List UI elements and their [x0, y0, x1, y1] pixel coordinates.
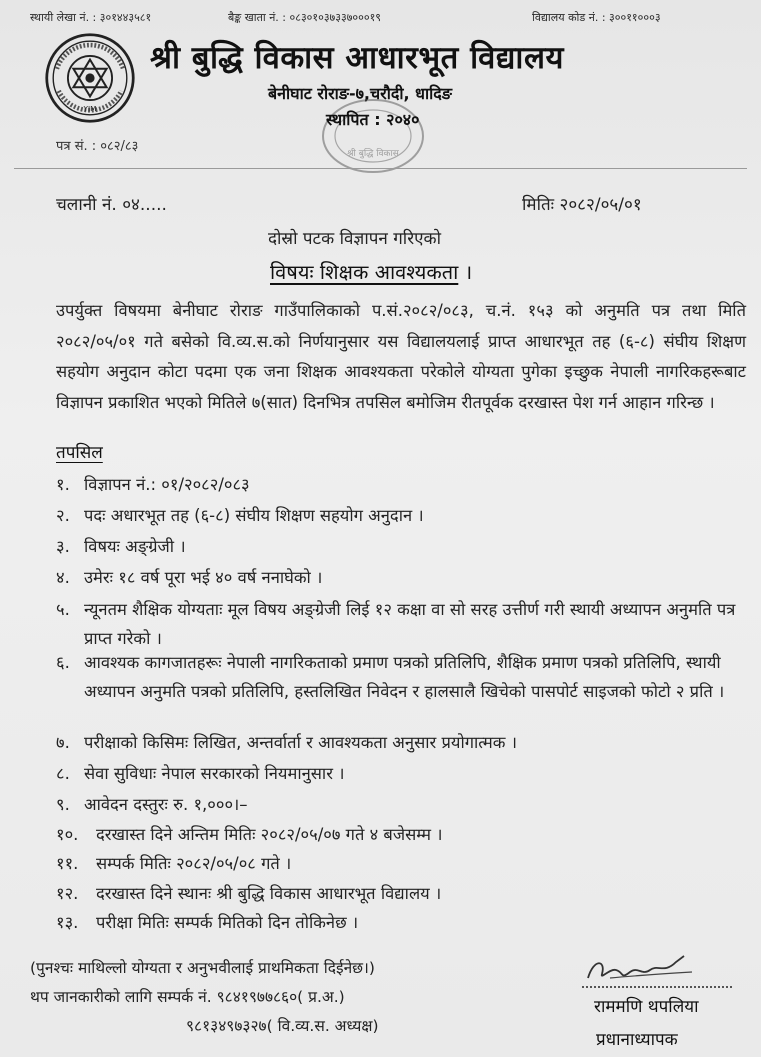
item-text: दरखास्त दिने स्थानः श्री बुद्धि विकास आधारभूत विद्यालय ।	[96, 884, 442, 903]
item-text: सेवा सुविधाः नेपाल सरकारको नियमानुसार ।	[84, 764, 345, 783]
list-item	[56, 759, 746, 788]
bank-account-number: बैङ्क खाता नं. : ०८३०१०३७३३७०००१९	[228, 11, 382, 24]
list-item	[56, 728, 746, 757]
letter-date: मितिः २०८२/०५/०१	[522, 195, 642, 215]
contact-info-secondary: ९८१३४९७३२७( वि.व्य.स. अध्यक्ष)	[186, 1017, 379, 1035]
school-logo-icon	[44, 32, 136, 124]
signature-icon	[580, 948, 700, 988]
item-text: न्यूनतम शैक्षिक योग्यताः मूल विषय अङ्ग्रेजी लिई १२ कक्षा वा सो सरह उत्तीर्ण गरी स्थायी अध्यापन अनुमति पत्र प्राप्त गरेको ।	[84, 600, 736, 648]
item-number: १२.	[56, 884, 79, 903]
list-item	[56, 908, 746, 937]
list-item	[56, 849, 746, 878]
letter-number: पत्र सं. : ०८२/८३	[56, 139, 139, 154]
subject-label: विषयः शिक्षक आवश्यकता	[270, 260, 459, 284]
item-number: ४.	[56, 568, 70, 587]
contact-info: थप जानकारीको लागि सम्पर्क नं. ९८४१९७७८६०( प्र.अ.)	[30, 988, 345, 1006]
item-number: १३.	[56, 913, 79, 932]
school-address: बेनीघाट रोराङ-७,चरौदी, धादिङ	[268, 84, 452, 103]
signature-line	[582, 986, 732, 988]
item-number: ९.	[56, 795, 70, 814]
item-number: ६.	[56, 653, 70, 672]
item-text: विषयः अङ्ग्रेजी ।	[84, 537, 186, 556]
logo-text: YIM	[83, 104, 97, 114]
list-item	[56, 501, 746, 530]
established-year: स्थापित : २०४०	[326, 110, 420, 129]
signatory-title: प्रधानाध्यापक	[596, 1030, 678, 1050]
pan-number: स्थायी लेखा नं. : ३०१४४३५८१	[30, 11, 152, 24]
item-number: ७.	[56, 733, 70, 752]
item-number: १०.	[56, 825, 79, 844]
item-text: आवेदन दस्तुरः रु. १,०००।–	[84, 795, 248, 814]
list-item	[56, 820, 746, 849]
item-number: १.	[56, 475, 70, 494]
details-heading: तपसिल	[56, 443, 103, 463]
item-number: ८.	[56, 764, 70, 783]
second-advertisement-note: दोस्रो पटक विज्ञापन गरिएको	[268, 229, 442, 249]
item-number: ११.	[56, 854, 79, 873]
header-divider	[14, 168, 747, 169]
list-item	[56, 595, 746, 653]
list-item	[56, 648, 746, 706]
item-text: परीक्षाको किसिमः लिखित, अन्तर्वार्ता र आवश्यकता अनुसार प्रयोगात्मक ।	[84, 733, 517, 752]
signatory-name: राममणि थपलिया	[594, 997, 699, 1017]
school-name: श्री बुद्धि विकास आधारभूत विद्यालय	[150, 40, 564, 76]
item-text: सम्पर्क मितिः २०८२/०५/०८ गते ।	[96, 854, 292, 873]
item-number: ५.	[56, 600, 70, 619]
list-item	[56, 563, 746, 592]
intro-paragraph: उपर्युक्त विषयमा बेनीघाट रोराङ गाउँपालिकाको प.सं.२०८२/०८३, च.नं. १५३ को अनुमति पत्र तथा मिति २०८२/०५/०१ गते बसेको वि.व्य.स.को निर्णयानुसार यस विद्यालयलाई प्राप्त आधारभूत तह (६-८) संघीय शिक्षण सहयोग अनुदान कोटा पदमा एक जना शिक्षक आवश्यकता परेकोले योग्यता पुगेका इच्छुक नेपाली नागरिकहरूबाट विज्ञापन प्रकाशित भएको मितिले ७(सात) दिनभित्र तपसिल बमोजिम रीतपूर्वक दरखास्त पेश गर्न आहान गरिन्छ ।	[56, 301, 746, 412]
postscript-note: (पुनश्चः माथिल्लो योग्यता र अनुभवीलाई प्राथमिकता दिईनेछ।)	[30, 959, 375, 977]
subject-end: ।	[458, 260, 473, 284]
item-text: विज्ञापन नं.: ०१/२०८२/०८३	[84, 475, 250, 494]
item-text: पदः अधारभूत तह (६-८) संघीय शिक्षण सहयोग अनुदान ।	[84, 506, 424, 525]
stamp-text: श्री बुद्धि विकास	[347, 149, 399, 159]
list-item	[56, 532, 746, 561]
item-text: दरखास्त दिने अन्तिम मितिः २०८२/०५/०७ गते ४ बजेसम्म ।	[96, 825, 443, 844]
list-item	[56, 790, 746, 819]
item-text: परीक्षा मितिः सम्पर्क मितिको दिन तोकिनेछ ।	[96, 913, 359, 932]
item-text: उमेरः १८ वर्ष पूरा भई ४० वर्ष ननाघेको ।	[84, 568, 323, 587]
list-item	[56, 879, 746, 908]
subject-line	[270, 258, 472, 285]
item-number: २.	[56, 506, 70, 525]
dispatch-number: चलानी नं. ०४.....	[56, 195, 167, 215]
school-code: विद्यालय कोड नं. : ३००११०००३	[532, 11, 661, 24]
item-text: आवश्यक कागजातहरूः नेपाली नागरिकताको प्रमाण पत्रको प्रतिलिपि, शैक्षिक प्रमाण पत्रको प्रतिलिपि, स्थायी अध्यापन अनुमति पत्रको प्रतिलिपि, हस्तलिखित निवेदन र हालसालै खिचेको पासपोर्ट साइजको फोटो २ प्रति ।	[84, 653, 725, 701]
list-item	[56, 470, 746, 499]
item-number: ३.	[56, 537, 70, 556]
